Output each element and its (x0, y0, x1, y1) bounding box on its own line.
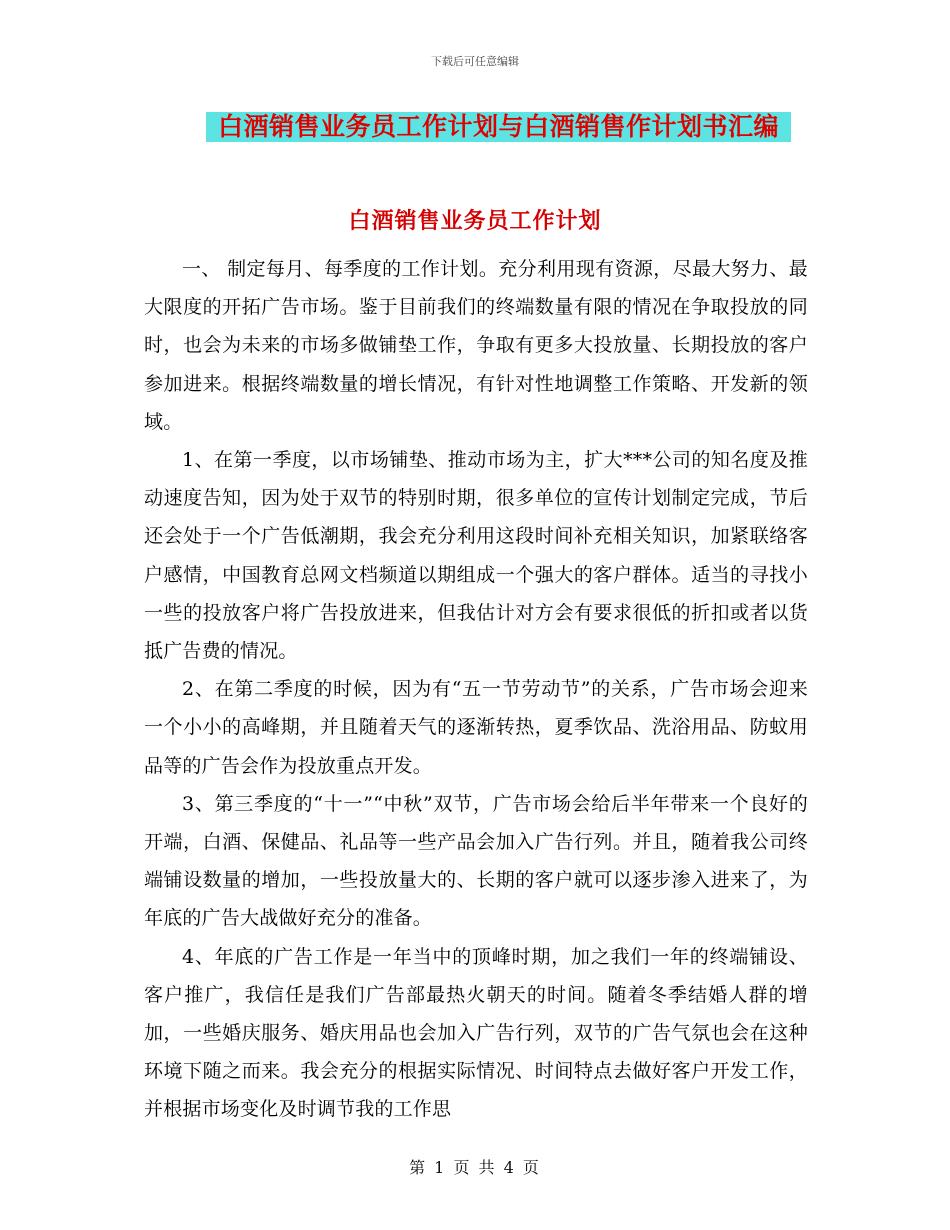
body-text (144, 250, 808, 1129)
paragraph: 2、在第二季度的时候，因为有“五一节劳动节”的关系，广告市场会迎来一个小小的高峰期，并且随着天气的逐渐转热，夏季饮品、洗浴用品、防蚊用品等的广告会作为投放重点开发。 (144, 678, 808, 777)
section-title: 白酒销售业务员工作计划 (348, 208, 602, 234)
header-note: 下载后可任意编辑 (431, 55, 519, 68)
paragraph: 1、在第一季度，以市场铺垫、推动市场为主，扩大***公司的知名度及推动速度告知，因为处于双节的特别时期，很多单位的宣传计划制定完成，节后还会处于一个广告低潮期，我会充分利用这段时间补充相关知识，加紧联络客户感情，中国教育总网文档频道以期组成一个强大的客户群体。适当的寻找小一些的投放客户将广告投放进来，但我估计对方会有要求很低的折扣或者以货抵广告费的情况。 (144, 449, 808, 663)
main-title-highlight (206, 112, 791, 142)
paragraph: 一、 制定每月、每季度的工作计划。充分利用现有资源，尽最大努力、最大限度的开拓广告市场。鉴于目前我们的终端数量有限的情况在争取投放的同时，也会为未来的市场多做铺垫工作，争取有更多大投放量、长期投放的客户参加进来。根据终端数量的增长情况，有针对性地调整工作策略、开发新的领域。 (144, 258, 808, 433)
page-footer: 第 1 页 共 4 页 (409, 1158, 541, 1177)
paragraph: 4、年底的广告工作是一年当中的顶峰时期，加之我们一年的终端铺设、客户推广，我信任是我们广告部最热火朝天的时间。随着冬季结婚人群的增加，一些婚庆服务、婚庆用品也会加入广告行列，双节的广告气氛也会在这种环境下随之而来。我会充分的根据实际情况、时间特点去做好客户开发工作，并根据市场变化及时调节我的工作思 (144, 945, 808, 1121)
main-title: 白酒销售业务员工作计划与白酒销售作计划书汇编 (217, 112, 779, 141)
paragraph: 3、第三季度的“十一”“中秋”双节，广告市场会给后半年带来一个良好的开端，白酒、保健品、礼品等一些产品会加入广告行列。并且，随着我公司终端铺设数量的增加，一些投放量大的、长期的客户就可以逐步渗入进来了，为年底的广告大战做好充分的准备。 (144, 792, 808, 930)
